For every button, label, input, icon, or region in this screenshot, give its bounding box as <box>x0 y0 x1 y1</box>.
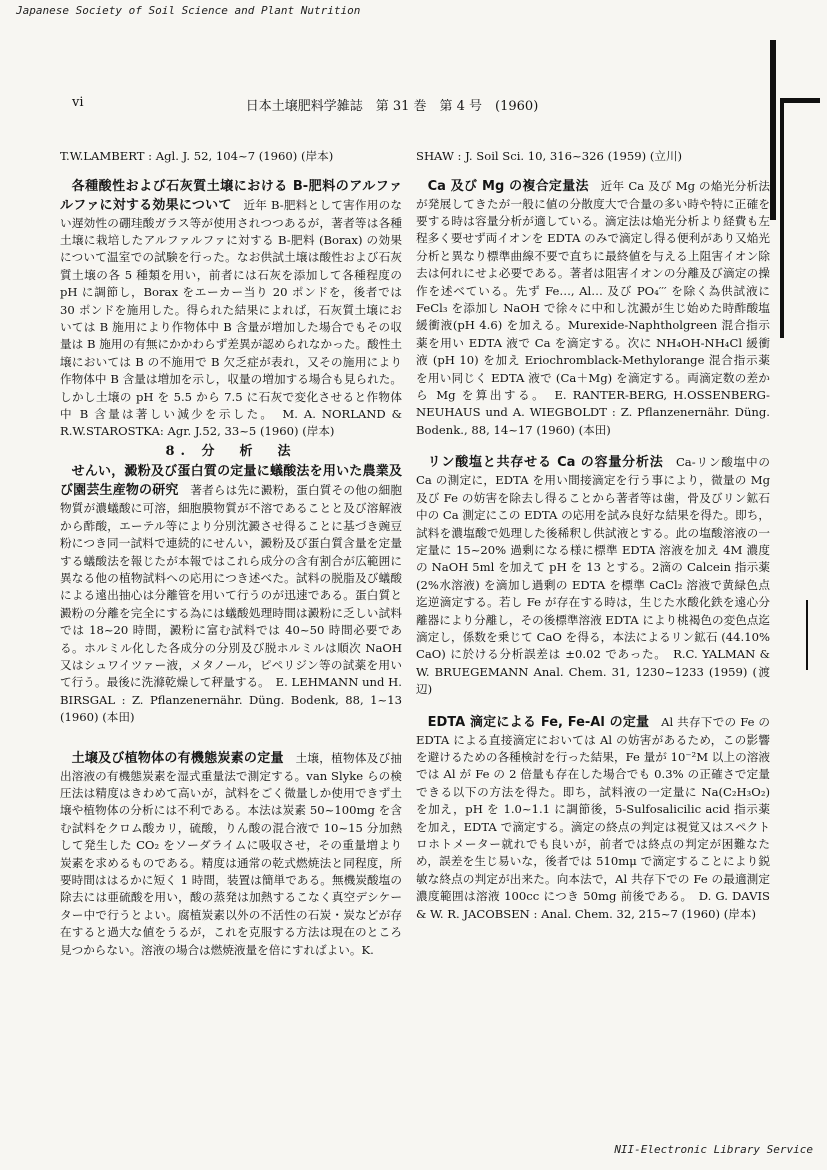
article-title: 土壌及び植物体の有機態炭素の定量 <box>71 750 284 766</box>
right-column <box>416 136 770 923</box>
scan-bracket-mark <box>780 98 820 103</box>
page-number: vi <box>72 95 84 110</box>
article-body: 著者らは先に澱粉，蛋白質その他の細胞物質が濃蟻酸に可溶，細胞膜物質が不溶であることと及び溶解液から酢酸，エーテル等により分別沈澱させ得ることに基づき豌豆粉につき同一試料で連続的にせんい，澱粉及び蛋白質含量を定量する蟻酸法を報じたが本報ではこれら成分の含有割合が広範囲に異なる他の植物試料への応用につき述べた。試料の脱脂及び蟻酸による遠出抽心は分離管を用いて行うのが迅速である。蛋白質と澱粉の分離を完全にする為には蟻酸処理時間は澱粉に乏しい試料では 18~20 時間，澱粉に富む試料では 40~50 時間必要である。ホルミル化した各成分の分別及び脱ホルミルは順次 NaOH 又はシュワイツァー液，メタノール，ピペリジン等の試薬を用いて行う。最後に洗滌乾燥して秤量する。 <box>60 483 402 690</box>
scan-bracket-line <box>780 98 784 338</box>
article-title: せんい，澱粉及び蛋白質の定量に蟻酸法を用いた農業及び園芸生産物の研究 <box>60 464 402 499</box>
citation: E. RANTER-BERG, H.OSSENBERG-NEUHAUS und A. WIEGBOLDT : Z. Pflanzenernähr. Düng. Bodenk., 88, 14~17 (1960) (本田) <box>416 388 770 437</box>
scan-edge-mark <box>770 40 776 220</box>
article-body: Ca-リン酸塩中の Ca の測定に，EDTA を用い間接滴定を行う事により，微量の Mg 及び Fe の妨害を除去し得ることから著者等は歯，骨及びリン鉱石中の Ca 測定にこの EDTA の応用を試み良好な結果を得た。即ち，試料を濃塩酸で処理した後稀釈し供試液とする。此の塩酸溶液の一定量に 15~20% 過剰になる様に標準 EDTA 溶液を加え 4M 濃度の NaOH 5ml を加えて pH を 13 とする。2滴の Calcein 指示薬 (2%水溶液) を滴加し過剰の EDTA を標準 CaCl₂ 溶液で黄緑色点迄逆滴定する。若し Fe が存在する時は，生じた水酸化鉄を遠心分離器により分離し，その後標準溶液 EDTA により桃褐色の変色点迄滴定し，係数を乗じて CaO を得る，本法によるリン鉱石 (44.10% CaO) に於ける分析誤差は ±0.02 であった。 <box>416 455 770 662</box>
article-title: Ca 及び Mg の複合定量法 <box>427 178 589 194</box>
article-title: 各種酸性および石灰質土壌における B-肥料のアルファルファに対する効果について <box>60 178 402 213</box>
article-body: 近年 Ca 及び Mg の焔光分析法が発展してきたが一般に値の分散度大で合量の多い時や特に正確を要する時は容量分析が適している。滴定法は焔光分析より経費も左程多く要せず両イオンを EDTA のみで滴定し得る便利があり又焔光分析と異なり標準曲線不要で直ちに最終値を与える上阻害イオン除去は何れにせよ必要である。著者は阻害イオンの分離及び滴定の操作を述べている。先ず Fe…, Al… 及び PO₄′′′ を除く為供試液に FeCl₃ を添加し NaOH で徐々に中和し沈澱が生じ始めた時酢酸塩緩衝液(pH 4.6) を加える。Murexide-Naphtholgreen 混合指示薬を用い EDTA 液で Ca を滴定する。次に NH₄OH-NH₄Cl 緩衝液 (pH 10) を加え Eriochromblack-Methylorange 混合指示薬を用い同じく EDTA 液で (Ca＋Mg) を滴定する。両滴定数の差から Mg を算出する。 <box>416 178 770 403</box>
citation: R.C. YALMAN & W. BRUEGEMANN Anal. Chem. 31, 1230~1233 (1959) (渡辺) <box>416 647 770 697</box>
article-body: Al 共存下での Fe の EDTA による直接滴定においては Al の妨害があるため，この影響を避けるための各種検討を行った結果，Fe 量が 10⁻²M 以上の溶液では Al が Fe の 2 倍量も存在した場合でも 0.3% の正確さで定量できる以下の方法を得た。即ち，試料液の一定量に Na(C₂H₃O₂) を加え，pH を 1.0~1.1 に調節後，5-Sulfosalicilic acid 指示薬を加え，EDTA で滴定する。滴定の終点の判定は視覚又はスペクトロホトメーター就れでも良いが，前者では終点の判定が困難なため，誤差を生じ易いな，後者では 510mμ で滴定することにより鋭敏な終点の判定が出来た。向本法で，Al 共存下での Fe の最適測定濃度範囲は溶液 100cc につき 50mg 前後である。 <box>416 714 770 904</box>
citation: T.W.LAMBERT : Agl. J. 52, 104~7 (1960) (岸本) <box>60 148 334 163</box>
article <box>416 713 770 923</box>
article <box>60 749 402 959</box>
section-heading: 8. 分 析 法 <box>165 443 297 459</box>
scan-tick-mark <box>806 600 808 670</box>
article-body: 近年 B-肥料として害作用のない遅効性の硼珪酸ガラス等が使用されつつあるが，著者等は各種土壌に栽培したアルファルファに対する B-肥料 (Borax) の効果について温室での試験を行った。なお供試土壌は酸性および石灰質土壌の各 5 種類を用い，前者には石灰を添加して各種程度の pH に調節し，Borax をエーカー当り 20 ポンドを，後者では 30 ポンドを施用した。得られた結果によれば，石灰質土壌においては B 施用により作物体中 B 含量が増加した場合でもその収量は B 施用の有無にかかわらず差異が認められなかった。酸性土壌においては B の不施用で B 欠乏症が表れ，又その施用により作物体中 B 含量は増加を示し，収量の増加する場合も見られた。しかし土壌の pH を 5.5 から 7.5 に石灰で変化させると作物体中 B 含量は著しい減少を示した。 <box>60 197 403 422</box>
article-body: 土壌，植物体及び抽出溶液の有機態炭素を湿式重量法で測定する。van Slyke らの検圧法は精度はきわめて高いが，試料をごく微量しか使用できず土壌や植物体の分析には不利である。本法は炭素 50~100mg を含む試料をクロム酸カリ，硫酸，りん酸の混合液で 10~15 分加熱して発生した CO₂ をソーダライムに吸収させ，その重量増より炭素を求めるものである。精度は通常の乾式燃焼法と同程度，所要時間ははるかに短く 1 時間，装置は簡単である。無機炭酸塩の除去には亜硫酸を用い，酸の蒸発は加熱するこなく真空デシケーター中で行うとよい。腐植炭素以外の不活性の石炭・炭などが存在すると過大な値をうるが，これを克服する方法は現在のところ見つからない。溶液の場合は燃焼液量を倍にすればよい。K. <box>60 750 402 957</box>
watermark-bottom: NII-Electronic Library Service <box>614 1143 813 1156</box>
journal-header: 日本土壌肥料学雑誌 第 31 巻 第 4 号 (1960) <box>245 99 539 114</box>
article-title: EDTA 滴定による Fe, Fe-Al の定量 <box>427 714 650 730</box>
article <box>60 462 402 726</box>
citation: M. A. NORLAND & R.W.STAROSTKA: Agr. J.52, 33~5 (1960) (岸本) <box>60 407 402 439</box>
left-column <box>60 136 402 959</box>
citation: SHAW : J. Soil Sci. 10, 316~326 (1959) (立川) <box>416 148 683 163</box>
article <box>60 177 402 441</box>
article <box>416 453 770 698</box>
watermark-top: Japanese Society of Soil Science and Plant Nutrition <box>16 4 361 17</box>
citation: E. LEHMANN und H. BIRSGAL : Z. Pflanzenernähr. Düng. Bodenk, 88, 1~13 (1960) (本田) <box>60 675 402 725</box>
article <box>416 177 770 440</box>
article-title: リン酸塩と共存せる Ca の容量分析法 <box>427 455 664 471</box>
citation: D. G. DAVIS & W. R. JACOBSEN : Anal. Chem. 32, 215~7 (1960) (岸本) <box>416 889 770 921</box>
